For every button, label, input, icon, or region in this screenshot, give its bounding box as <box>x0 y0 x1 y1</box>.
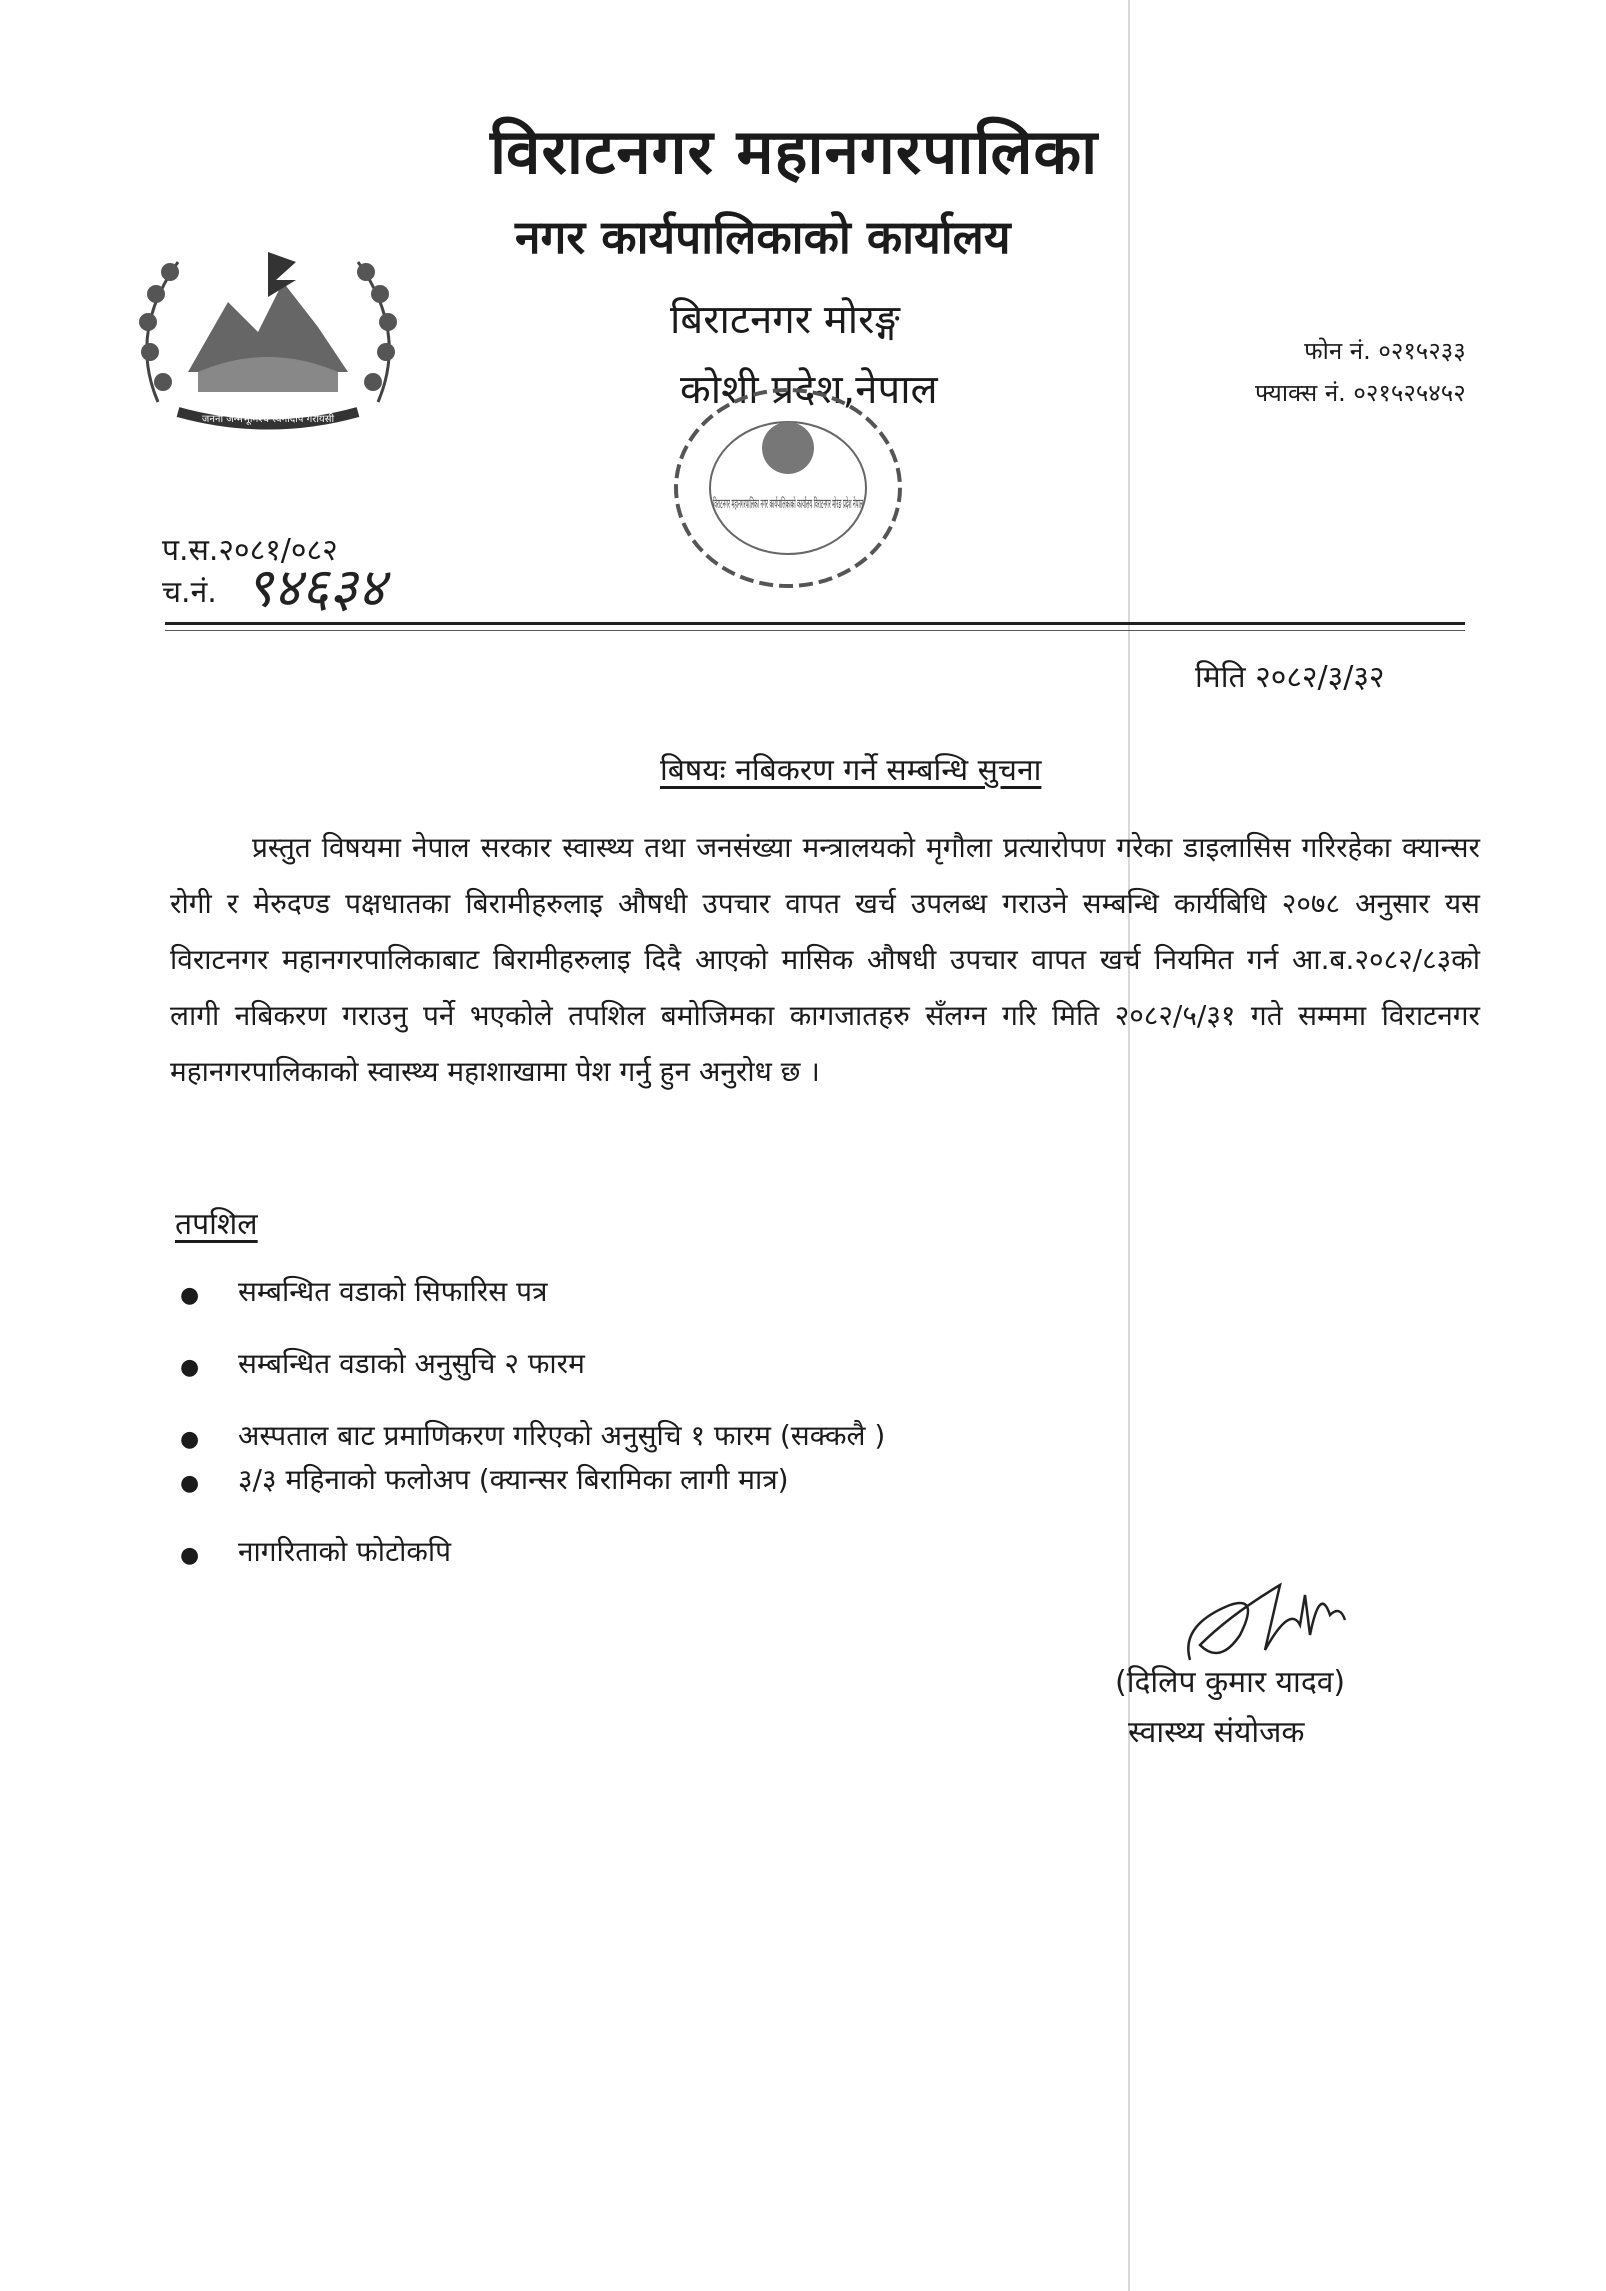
fax-number: फ्याक्स नं. ०२१५२५४५२ <box>1255 379 1466 407</box>
list-item: ● सम्बन्धित वडाको सिफारिस पत्र <box>180 1270 885 1342</box>
letter-body: प्रस्तुत विषयमा नेपाल सरकार स्वास्थ्य तथा जनसंख्या मन्त्रालयको मृगौला प्रत्यारोपण गरेका डाइलासिस गरिरहेका क्यान्सर रोगी र मेरुदण्ड पक्षधातका बिरामीहरुलाइ औषधी उपचार वापत खर्च उपलब्ध गराउने सम्बन्धि कार्यबिधि २०७८ अनुसार यस विराटनगर महानगरपालिकाबाट बिरामीहरुलाइ दिदै आएको मासिक औषधी उपचार वापत खर्च नियमित गर्न आ.ब.२०८२/८३को लागी नबिकरण गराउनु पर्ने भएकोले तपशिल बमोजिमका कागजातहरु सँलग्न गरि मिति २०८२/५/३१ गते सम्ममा विराटनगर महानगरपालिकाको स्वास्थ्य महाशाखामा पेश गर्नु हुन अनुरोध छ । <box>170 831 1480 1088</box>
seal-text: विराटनगर महानगरपालिका नगर कार्यपालिकाको कार्यालय विराटनगर मोरङ प्रदेश नेपाल <box>713 497 1118 512</box>
attachments-heading: तपशिल <box>175 1207 258 1242</box>
phone-number: फोन नं. ०२१५२३३ <box>1304 337 1466 365</box>
dispatch-label: च.नं. <box>162 575 217 610</box>
header-divider <box>165 622 1465 625</box>
signatory-name: (दिलिप कुमार यादव) <box>1115 1665 1346 1700</box>
letter-date: मिति २०८२/३/३२ <box>1195 660 1385 695</box>
signatory-title: स्वास्थ्य संयोजक <box>1128 1715 1305 1750</box>
municipality-name: विराटनगर महानगरपालिका <box>490 115 1099 188</box>
letter-subject: बिषयः नबिकरण गर्ने सम्बन्धि सुचना <box>660 753 1042 788</box>
office-location: बिराटनगर मोरङ्ग <box>670 297 900 343</box>
office-seal-stamp <box>668 378 1118 598</box>
contact-block <box>1255 330 1466 414</box>
dispatch-number-handwritten: ९४६३४ <box>245 556 386 619</box>
list-item: ● ३/३ महिनाको फलोअप (क्यान्सर बिरामिका लागी मात्र) <box>180 1458 885 1530</box>
nepal-emblem-icon <box>118 222 418 452</box>
office-province: कोशी प्रदेश,नेपाल <box>680 367 938 413</box>
scan-fold-line <box>1128 0 1130 2291</box>
list-item: ● नागरिताको फोटोकपि <box>180 1530 885 1602</box>
attachments-list <box>180 1270 885 1602</box>
office-name: नगर कार्यपालिकाको कार्यालय <box>515 210 1011 264</box>
list-item: ● अस्पताल बाट प्रमाणिकरण गरिएको अनुसुचि १ फारम (सक्कलै ) <box>180 1414 885 1458</box>
emblem-motto: जननी जन्मभूमिश्च स्वर्गादपि गरीयसी <box>201 414 335 425</box>
letter-reference-number: प.स.२०८१/०८२ <box>162 533 338 568</box>
list-item: ● सम्बन्धित वडाको अनुसुचि २ फारम <box>180 1342 885 1414</box>
handwritten-signature <box>1170 1565 1360 1675</box>
header-divider-thin <box>165 630 1465 631</box>
